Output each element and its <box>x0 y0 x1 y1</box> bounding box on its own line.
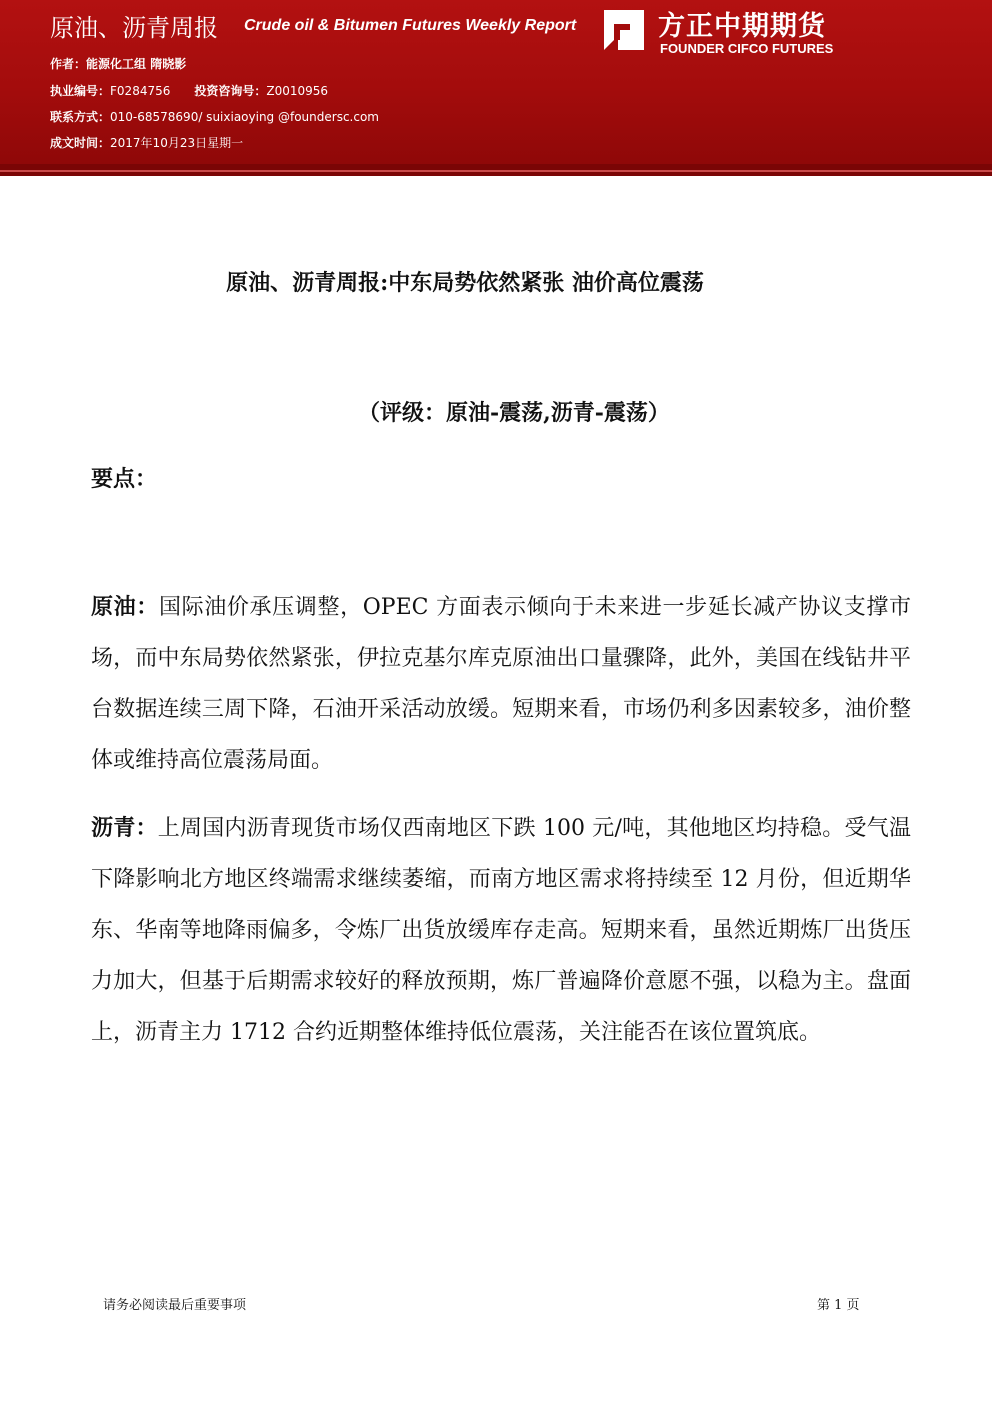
date-label: 成文时间： <box>50 136 111 150</box>
consult-value: Z0010956 <box>266 84 329 98</box>
author-value: 能源化工组 隋晓影 <box>86 57 187 71</box>
company-name-en: FOUNDER CIFCO FUTURES <box>660 41 834 56</box>
author-label: 作者： <box>50 57 87 71</box>
contact-label: 联系方式： <box>50 110 111 124</box>
report-title-cn: 原油、沥青周报 <box>50 14 218 42</box>
consult-label: 投资咨询号： <box>194 84 267 98</box>
crude-oil-paragraph <box>91 582 911 786</box>
footer-notice: 请务必阅读最后重要事项 <box>103 1298 247 1313</box>
founder-logo-icon <box>604 10 644 50</box>
date-line <box>50 134 243 151</box>
asphalt-paragraph <box>91 803 911 1058</box>
contact-value: 010-68578690/ suixiaoying @foundersc.com <box>110 110 379 124</box>
page-number: 第 1 页 <box>817 1298 860 1313</box>
date-value: 2017年10月23日星期一 <box>110 136 244 150</box>
asphalt-text: 上周国内沥青现货市场仅西南地区下跌 100 元/吨，其他地区均持稳。受气温下降影响北方地区终端需求继续萎缩，而南方地区需求将持续至 12 月份，但近期华东、华南等地降雨偏多，令炼厂出货放缓库存走高。短期来看，虽然近期炼厂出货压力加大，但基于后期需求较好的释放预期，炼厂普遍降价意愿不强，以稳为主。盘面上，沥青主力 1712 合约近期整体维持低位震荡，关注能否在该位置筑底。 <box>91 816 911 1045</box>
license-line <box>50 82 328 99</box>
document-title: 原油、沥青周报:中东局势依然紧张 油价高位震荡 <box>226 270 704 296</box>
keypoints-heading: 要点： <box>91 466 158 492</box>
author-line <box>50 55 186 72</box>
contact-line <box>50 108 379 125</box>
license-label: 执业编号： <box>50 84 111 98</box>
license-value: F0284756 <box>110 84 171 98</box>
asphalt-tag: 沥青： <box>91 815 158 841</box>
header-divider-accent <box>0 170 992 172</box>
crude-oil-tag: 原油： <box>91 594 159 620</box>
rating-text: （评级：原油-震荡,沥青-震荡） <box>358 400 670 426</box>
report-title-en: Crude oil & Bitumen Futures Weekly Report <box>244 17 577 34</box>
company-name-cn: 方正中期期货 <box>658 11 826 42</box>
crude-oil-text: 国际油价承压调整，OPEC 方面表示倾向于未来进一步延长减产协议支撑市场，而中东局势依然紧张，伊拉克基尔库克原油出口量骤降，此外，美国在线钻井平台数据连续三周下降，石油开采活动放缓。短期来看，市场仍利多因素较多，油价整体或维持高位震荡局面。 <box>91 595 911 773</box>
